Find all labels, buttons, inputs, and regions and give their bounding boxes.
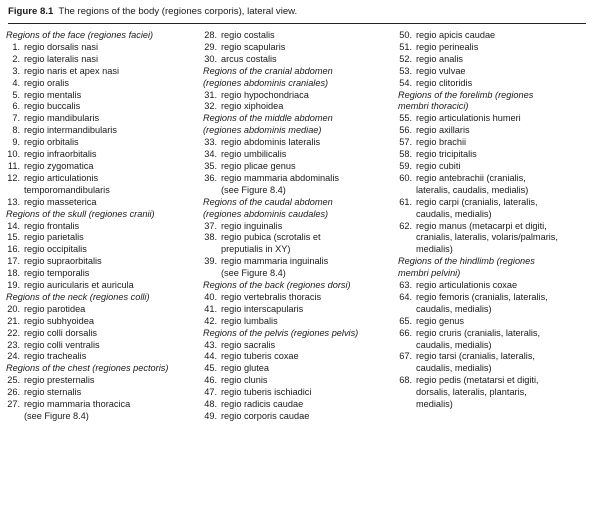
- entry-number: 68.: [399, 375, 412, 386]
- entry-text: regio dorsalis nasi: [24, 41, 99, 52]
- region-entry: [6, 197, 196, 209]
- entry-number: 14.: [7, 220, 20, 231]
- section-heading: (regiones abdominis mediae): [203, 125, 322, 136]
- figure-caption-text: The regions of the body (regiones corporis), lateral view.: [58, 6, 298, 17]
- entry-number: 43.: [204, 339, 217, 350]
- region-entry: [6, 328, 196, 340]
- entry-text: regio plicae genus: [221, 160, 296, 171]
- region-entry: [203, 137, 393, 149]
- region-entry: [203, 256, 393, 280]
- entry-number: 54.: [399, 77, 412, 88]
- entry-number: 63.: [399, 280, 412, 291]
- region-entry: [398, 125, 594, 137]
- entry-text-continuation: dorsalis, lateralis, plantaris,: [416, 387, 527, 398]
- entry-number: 59.: [399, 160, 412, 171]
- entry-number: 46.: [204, 375, 217, 386]
- entry-text: regio subhyoidea: [24, 315, 94, 326]
- region-entry: [203, 90, 393, 102]
- region-entry: [6, 304, 196, 316]
- entry-number: 47.: [204, 387, 217, 398]
- entry-number: 25.: [7, 375, 20, 386]
- region-entry: [6, 340, 196, 352]
- section-heading: Regions of the forelimb (regiones: [398, 89, 534, 100]
- region-entry: [6, 256, 196, 268]
- entry-text: regio costalis: [221, 30, 275, 40]
- region-entry: [398, 54, 594, 66]
- entry-text: regio tarsi (cranialis, lateralis,: [416, 351, 535, 362]
- entry-text: regio xiphoidea: [221, 101, 284, 112]
- region-column-2: [203, 30, 393, 423]
- region-entry: [203, 304, 393, 316]
- entry-number: 49.: [204, 411, 217, 421]
- region-entry: [203, 221, 393, 233]
- entry-text: regio corporis caudae: [221, 411, 310, 421]
- entry-text: regio manus (metacarpi et digiti,: [416, 220, 547, 231]
- entry-number: 6.: [12, 101, 20, 112]
- region-entry: [398, 113, 594, 125]
- entry-text: regio abdominis lateralis: [221, 137, 321, 148]
- entry-text: regio interscapularis: [221, 303, 304, 314]
- entry-number: 45.: [204, 363, 217, 374]
- region-entry: [203, 173, 393, 197]
- region-entry: [203, 30, 393, 42]
- entry-text: regio occipitalis: [24, 244, 87, 255]
- entry-text: regio mammaria abdominalis: [221, 172, 339, 183]
- entry-number: 35.: [204, 160, 217, 171]
- entry-text: regio infraorbitalis: [24, 149, 97, 160]
- entry-number: 66.: [399, 327, 412, 338]
- entry-number: 40.: [204, 291, 217, 302]
- section-heading: Regions of the caudal abdomen: [203, 196, 333, 207]
- entry-text: regio frontalis: [24, 220, 80, 231]
- entry-number: 48.: [204, 399, 217, 410]
- caption-rule: [8, 23, 586, 24]
- region-column-1: [6, 30, 196, 423]
- entry-text: regio pubica (scrotalis et: [221, 232, 321, 243]
- entry-number: 41.: [204, 303, 217, 314]
- entry-text: regio lumbalis: [221, 315, 278, 326]
- entry-text: regio genus: [416, 315, 465, 326]
- entry-number: 38.: [204, 232, 217, 243]
- region-entry: [203, 161, 393, 173]
- region-entry: [6, 90, 196, 102]
- region-entry: [398, 221, 594, 257]
- entry-number: 30.: [204, 53, 217, 64]
- section-heading: Regions of the neck (regiones colli): [6, 291, 150, 302]
- entry-number: 23.: [7, 339, 20, 350]
- entry-text: regio parotidea: [24, 303, 86, 314]
- region-entry: [6, 101, 196, 113]
- section-heading: Regions of the back (regiones dorsi): [203, 280, 351, 291]
- entry-number: 27.: [7, 399, 20, 410]
- figure-caption: [8, 6, 588, 18]
- region-entry: [6, 232, 196, 244]
- entry-number: 62.: [399, 220, 412, 231]
- entry-text: regio intermandibularis: [24, 125, 117, 136]
- entry-text: regio carpi (cranialis, lateralis,: [416, 196, 538, 207]
- entry-number: 26.: [7, 387, 20, 398]
- entry-number: 51.: [399, 41, 412, 52]
- region-entry: [203, 232, 393, 256]
- entry-number: 7.: [12, 113, 20, 124]
- region-entry: [398, 137, 594, 149]
- entry-text: regio radicis caudae: [221, 399, 304, 410]
- entry-text: regio inguinalis: [221, 220, 283, 231]
- entry-number: 39.: [204, 256, 217, 267]
- entry-text: regio axillaris: [416, 125, 470, 136]
- entry-number: 67.: [399, 351, 412, 362]
- entry-text: regio mandibularis: [24, 113, 100, 124]
- region-entry: [203, 399, 393, 411]
- entry-text: regio femoris (cranialis, lateralis,: [416, 291, 548, 302]
- region-entry: [398, 292, 594, 316]
- entry-number: 15.: [7, 232, 20, 243]
- entry-number: 34.: [204, 149, 217, 160]
- entry-text: regio glutea: [221, 363, 270, 374]
- region-entry: [6, 78, 196, 90]
- entry-number: 36.: [204, 172, 217, 183]
- entry-text: regio presternalis: [24, 375, 95, 386]
- region-entry: [203, 363, 393, 375]
- entry-number: 3.: [12, 65, 20, 76]
- entry-number: 33.: [204, 137, 217, 148]
- entry-text: regio articulationis: [24, 172, 99, 183]
- region-entry: [203, 42, 393, 54]
- entry-text: regio pedis (metatarsi et digiti,: [416, 375, 539, 386]
- section-heading: (regiones abdominis caudales): [203, 208, 329, 219]
- section-heading: Regions of the hindlimb (regiones: [398, 256, 535, 267]
- region-entry: [6, 399, 196, 423]
- entry-number: 55.: [399, 113, 412, 124]
- entry-text: regio cruris (cranialis, lateralis,: [416, 327, 541, 338]
- region-entry: [6, 149, 196, 161]
- region-entry: [398, 375, 594, 411]
- entry-text: regio umbilicalis: [221, 149, 287, 160]
- region-entry: [203, 101, 393, 113]
- entry-text: regio trachealis: [24, 351, 87, 362]
- entry-number: 1.: [12, 41, 20, 52]
- entry-number: 57.: [399, 137, 412, 148]
- section-heading: membri pelvini): [398, 268, 461, 279]
- entry-number: 21.: [7, 315, 20, 326]
- entry-number: 58.: [399, 149, 412, 160]
- entry-text: regio vertebralis thoracis: [221, 291, 322, 302]
- entry-number: 44.: [204, 351, 217, 362]
- entry-text: regio naris et apex nasi: [24, 65, 119, 76]
- entry-number: 22.: [7, 327, 20, 338]
- entry-number: 18.: [7, 268, 20, 279]
- region-entry: [6, 375, 196, 387]
- section-heading: Regions of the face (regiones faciei): [6, 30, 154, 40]
- entry-text-continuation: (see Figure 8.4): [221, 184, 286, 195]
- entry-text: regio antebrachii (cranialis,: [416, 172, 526, 183]
- region-entry: [398, 30, 594, 42]
- entry-text-continuation: caudalis, medialis): [416, 363, 492, 374]
- section-heading: Regions of the cranial abdomen: [203, 65, 333, 76]
- entry-number: 8.: [12, 125, 20, 136]
- region-entry: [398, 197, 594, 221]
- region-entry: [203, 387, 393, 399]
- entry-number: 28.: [204, 30, 217, 40]
- entry-number: 4.: [12, 77, 20, 88]
- entry-text: regio tuberis coxae: [221, 351, 299, 362]
- region-entry: [6, 351, 196, 363]
- entry-text-continuation: preputialis in XY): [221, 244, 291, 255]
- region-entry: [6, 161, 196, 173]
- entry-text: regio parietalis: [24, 232, 84, 243]
- entry-text: regio temporalis: [24, 268, 90, 279]
- entry-number: 60.: [399, 172, 412, 183]
- region-entry: [398, 42, 594, 54]
- entry-number: 17.: [7, 256, 20, 267]
- entry-text: regio clunis: [221, 375, 268, 386]
- entry-text-continuation: (see Figure 8.4): [221, 268, 286, 279]
- entry-number: 37.: [204, 220, 217, 231]
- region-entry: [6, 244, 196, 256]
- entry-number: 19.: [7, 280, 20, 291]
- region-entry: [203, 149, 393, 161]
- entry-text: regio analis: [416, 53, 463, 64]
- entry-text-continuation: caudalis, medialis): [416, 208, 492, 219]
- entry-text: regio articulationis humeri: [416, 113, 521, 124]
- entry-number: 42.: [204, 315, 217, 326]
- entry-number: 9.: [12, 137, 20, 148]
- entry-number: 61.: [399, 196, 412, 207]
- entry-number: 24.: [7, 351, 20, 362]
- entry-number: 2.: [12, 53, 20, 64]
- entry-text-continuation: medialis): [416, 244, 453, 255]
- entry-number: 32.: [204, 101, 217, 112]
- entry-number: 56.: [399, 125, 412, 136]
- entry-text: regio sternalis: [24, 387, 82, 398]
- region-entry: [398, 328, 594, 352]
- entry-text: regio vulvae: [416, 65, 466, 76]
- section-heading: Regions of the chest (regiones pectoris): [6, 363, 169, 374]
- entry-text-continuation: medialis): [416, 399, 453, 410]
- section-heading: (regiones abdominis craniales): [203, 77, 329, 88]
- region-entry: [398, 351, 594, 375]
- entry-number: 31.: [204, 89, 217, 100]
- region-entry: [6, 125, 196, 137]
- entry-text: regio mentalis: [24, 89, 82, 100]
- entry-number: 53.: [399, 65, 412, 76]
- region-entry: [203, 375, 393, 387]
- entry-text: regio sacralis: [221, 339, 276, 350]
- region-entry: [203, 292, 393, 304]
- entry-number: 29.: [204, 41, 217, 52]
- region-entry: [398, 316, 594, 328]
- entry-text: regio lateralis nasi: [24, 53, 99, 64]
- section-heading: Regions of the skull (regiones cranii): [6, 208, 155, 219]
- entry-number: 20.: [7, 303, 20, 314]
- region-entry: [398, 173, 594, 197]
- entry-text: regio articulationis coxae: [416, 280, 518, 291]
- region-entry: [6, 54, 196, 66]
- entry-text: regio orbitalis: [24, 137, 79, 148]
- region-entry: [6, 268, 196, 280]
- region-entry: [6, 221, 196, 233]
- entry-text-continuation: temporomandibularis: [24, 184, 110, 195]
- region-entry: [203, 351, 393, 363]
- entry-text: regio hypochondriaca: [221, 89, 309, 100]
- entry-number: 52.: [399, 53, 412, 64]
- region-entry: [6, 173, 196, 197]
- entry-text: regio brachii: [416, 137, 467, 148]
- entry-number: 5.: [12, 89, 20, 100]
- region-entry: [203, 316, 393, 328]
- entry-text-continuation: cranialis, lateralis, volaris/palmaris,: [416, 232, 558, 243]
- entry-number: 65.: [399, 315, 412, 326]
- entry-text: regio colli dorsalis: [24, 327, 98, 338]
- entry-text: regio scapularis: [221, 41, 286, 52]
- entry-text: regio zygomatica: [24, 160, 94, 171]
- section-heading: Regions of the pelvis (regiones pelvis): [203, 327, 359, 338]
- entry-text: arcus costalis: [221, 53, 277, 64]
- region-entry: [6, 280, 196, 292]
- entry-text: regio perinealis: [416, 41, 479, 52]
- entry-text: regio oralis: [24, 77, 69, 88]
- entry-number: 11.: [7, 160, 20, 171]
- region-entry: [398, 280, 594, 292]
- region-column-3: [398, 30, 594, 411]
- section-heading: membri thoracici): [398, 101, 469, 112]
- entry-text-continuation: (see Figure 8.4): [24, 411, 89, 421]
- entry-text: regio buccalis: [24, 101, 81, 112]
- region-entry: [203, 340, 393, 352]
- entry-text: regio tricipitalis: [416, 149, 477, 160]
- entry-number: 16.: [7, 244, 20, 255]
- section-heading: Regions of the middle abdomen: [203, 113, 333, 124]
- region-entry: [398, 149, 594, 161]
- entry-text: regio clitoridis: [416, 77, 473, 88]
- entry-text: regio tuberis ischiadici: [221, 387, 312, 398]
- region-entry: [203, 54, 393, 66]
- entry-text-continuation: caudalis, medialis): [416, 303, 492, 314]
- region-entry: [6, 137, 196, 149]
- entry-text-continuation: caudalis, medialis): [416, 339, 492, 350]
- entry-text: regio mammaria thoracica: [24, 399, 131, 410]
- region-entry: [6, 316, 196, 328]
- entry-text: regio cubiti: [416, 160, 461, 171]
- entry-number: 12.: [7, 172, 20, 183]
- entry-text: regio colli ventralis: [24, 339, 100, 350]
- entry-text-continuation: lateralis, caudalis, medialis): [416, 184, 529, 195]
- entry-number: 64.: [399, 291, 412, 302]
- entry-text: regio mammaria inguinalis: [221, 256, 329, 267]
- figure-label: Figure 8.1: [8, 6, 54, 17]
- region-entry: [398, 161, 594, 173]
- region-entry: [6, 42, 196, 54]
- entry-text: regio masseterica: [24, 196, 97, 207]
- entry-text: regio apicis caudae: [416, 30, 496, 40]
- region-entry: [6, 66, 196, 78]
- entry-number: 13.: [7, 196, 20, 207]
- entry-number: 50.: [399, 30, 412, 40]
- entry-text: regio supraorbitalis: [24, 256, 102, 267]
- region-entry: [203, 411, 393, 423]
- region-entry: [398, 66, 594, 78]
- region-entry: [6, 113, 196, 125]
- region-entry: [6, 387, 196, 399]
- entry-text: regio auricularis et auricula: [24, 280, 134, 291]
- region-entry: [398, 78, 594, 90]
- entry-number: 10.: [7, 149, 20, 160]
